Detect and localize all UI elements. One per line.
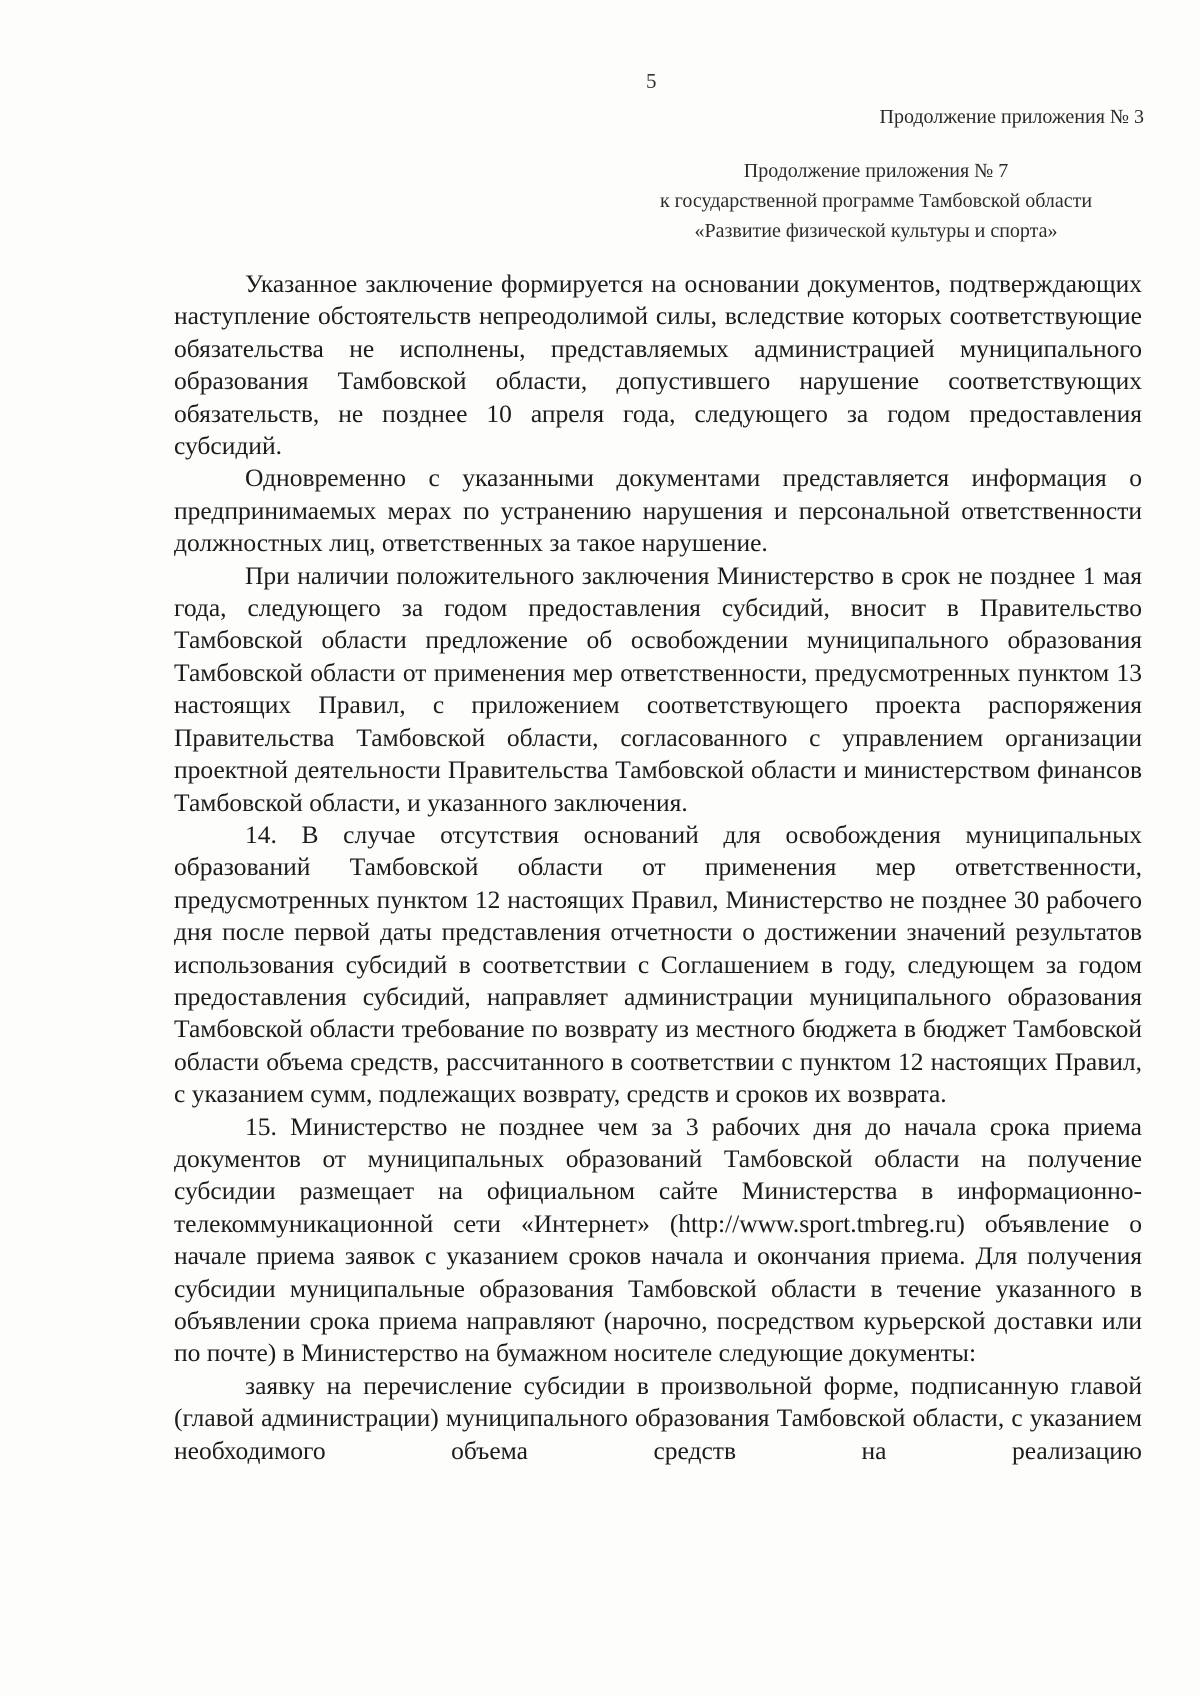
appendix-7-line-1: Продолжение приложения № 7 (743, 160, 1009, 182)
appendix-3-continuation-header: Продолжение приложения № 3 (879, 106, 1144, 128)
paragraph-application-request: заявку на перечисление субсидии в произвольной форме, подписанную главой (главой администрации) муниципального образования Тамбовской области, с указанием необходимого объема средств на реализацию (174, 1370, 1142, 1465)
appendix-7-line-3: «Развитие физической культуры и спорта» (694, 220, 1058, 242)
paragraph-conclusion-basis: Указанное заключение формируется на основании документов, подтверждающих наступление обстоятельств непреодолимой силы, вследствие которых соответствующие обязательства не исполнены, представляемых администрацией муниципального образования Тамбовской области, допустившего нарушение соответствующих обязательств, не позднее 10 апреля года, следующего за годом предоставления субсидий. (174, 269, 1142, 461)
appendix-7-continuation-header (606, 156, 1146, 246)
paragraph-item-14: 14. В случае отсутствия оснований для освобождения муниципальных образований Тамбовской области от применения мер ответственности, предусмотренных пунктом 12 настоящих Правил, Министерство не позднее 30 рабочего дня после первой даты представления отчетности о достижении значений результатов использования субсидий в соответствии с Соглашением в году, следующем за годом предоставления субсидий, направляет администрации муниципального образования Тамбовской области требование по возврату из местного бюджета в бюджет Тамбовской области объема средств, рассчитанного в соответствии с пунктом 12 настоящих Правил, с указанием сумм, подлежащих возврату, средств и сроков их возврата. (174, 819, 1142, 1109)
paragraph-positive-conclusion: При наличии положительного заключения Министерство в срок не позднее 1 мая года, следующего за годом предоставления субсидий, вносит в Правительство Тамбовской области предложение об освобождении муниципального образования Тамбовской области от применения мер ответственности, предусмотренных пунктом 13 настоящих Правил, с приложением соответствующего проекта распоряжения Правительства Тамбовской области, согласованного с управлением организации проектной деятельности Правительства Тамбовской области и министерством финансов Тамбовской области, и указанного заключения. (174, 560, 1142, 817)
paragraph-item-15: 15. Министерство не позднее чем за 3 рабочих дня до начала срока приема документов от муниципальных образований Тамбовской области на получение субсидии размещает на официальном сайте Министерства в информационно-телекоммуникационной сети «Интернет» (http://www.sport.tmbreg.ru) объявление о начале приема заявок с указанием сроков начала и окончания приема. Для получения субсидии муниципальные образования Тамбовской области в течение указанного в объявлении срока приема направляют (нарочно, посредством курьерской доставки или по почте) в Министерство на бумажном носителе следующие документы: (174, 1111, 1142, 1368)
appendix-7-line-2: к государственной программе Тамбовской области (659, 190, 1093, 212)
page-number: 5 (646, 69, 657, 93)
paragraph-information-measures: Одновременно с указанными документами представляется информация о предпринимаемых мерах по устранению нарушения и персональной ответственности должностных лиц, ответственных за такое нарушение. (174, 463, 1142, 558)
document-body (174, 268, 1142, 1467)
